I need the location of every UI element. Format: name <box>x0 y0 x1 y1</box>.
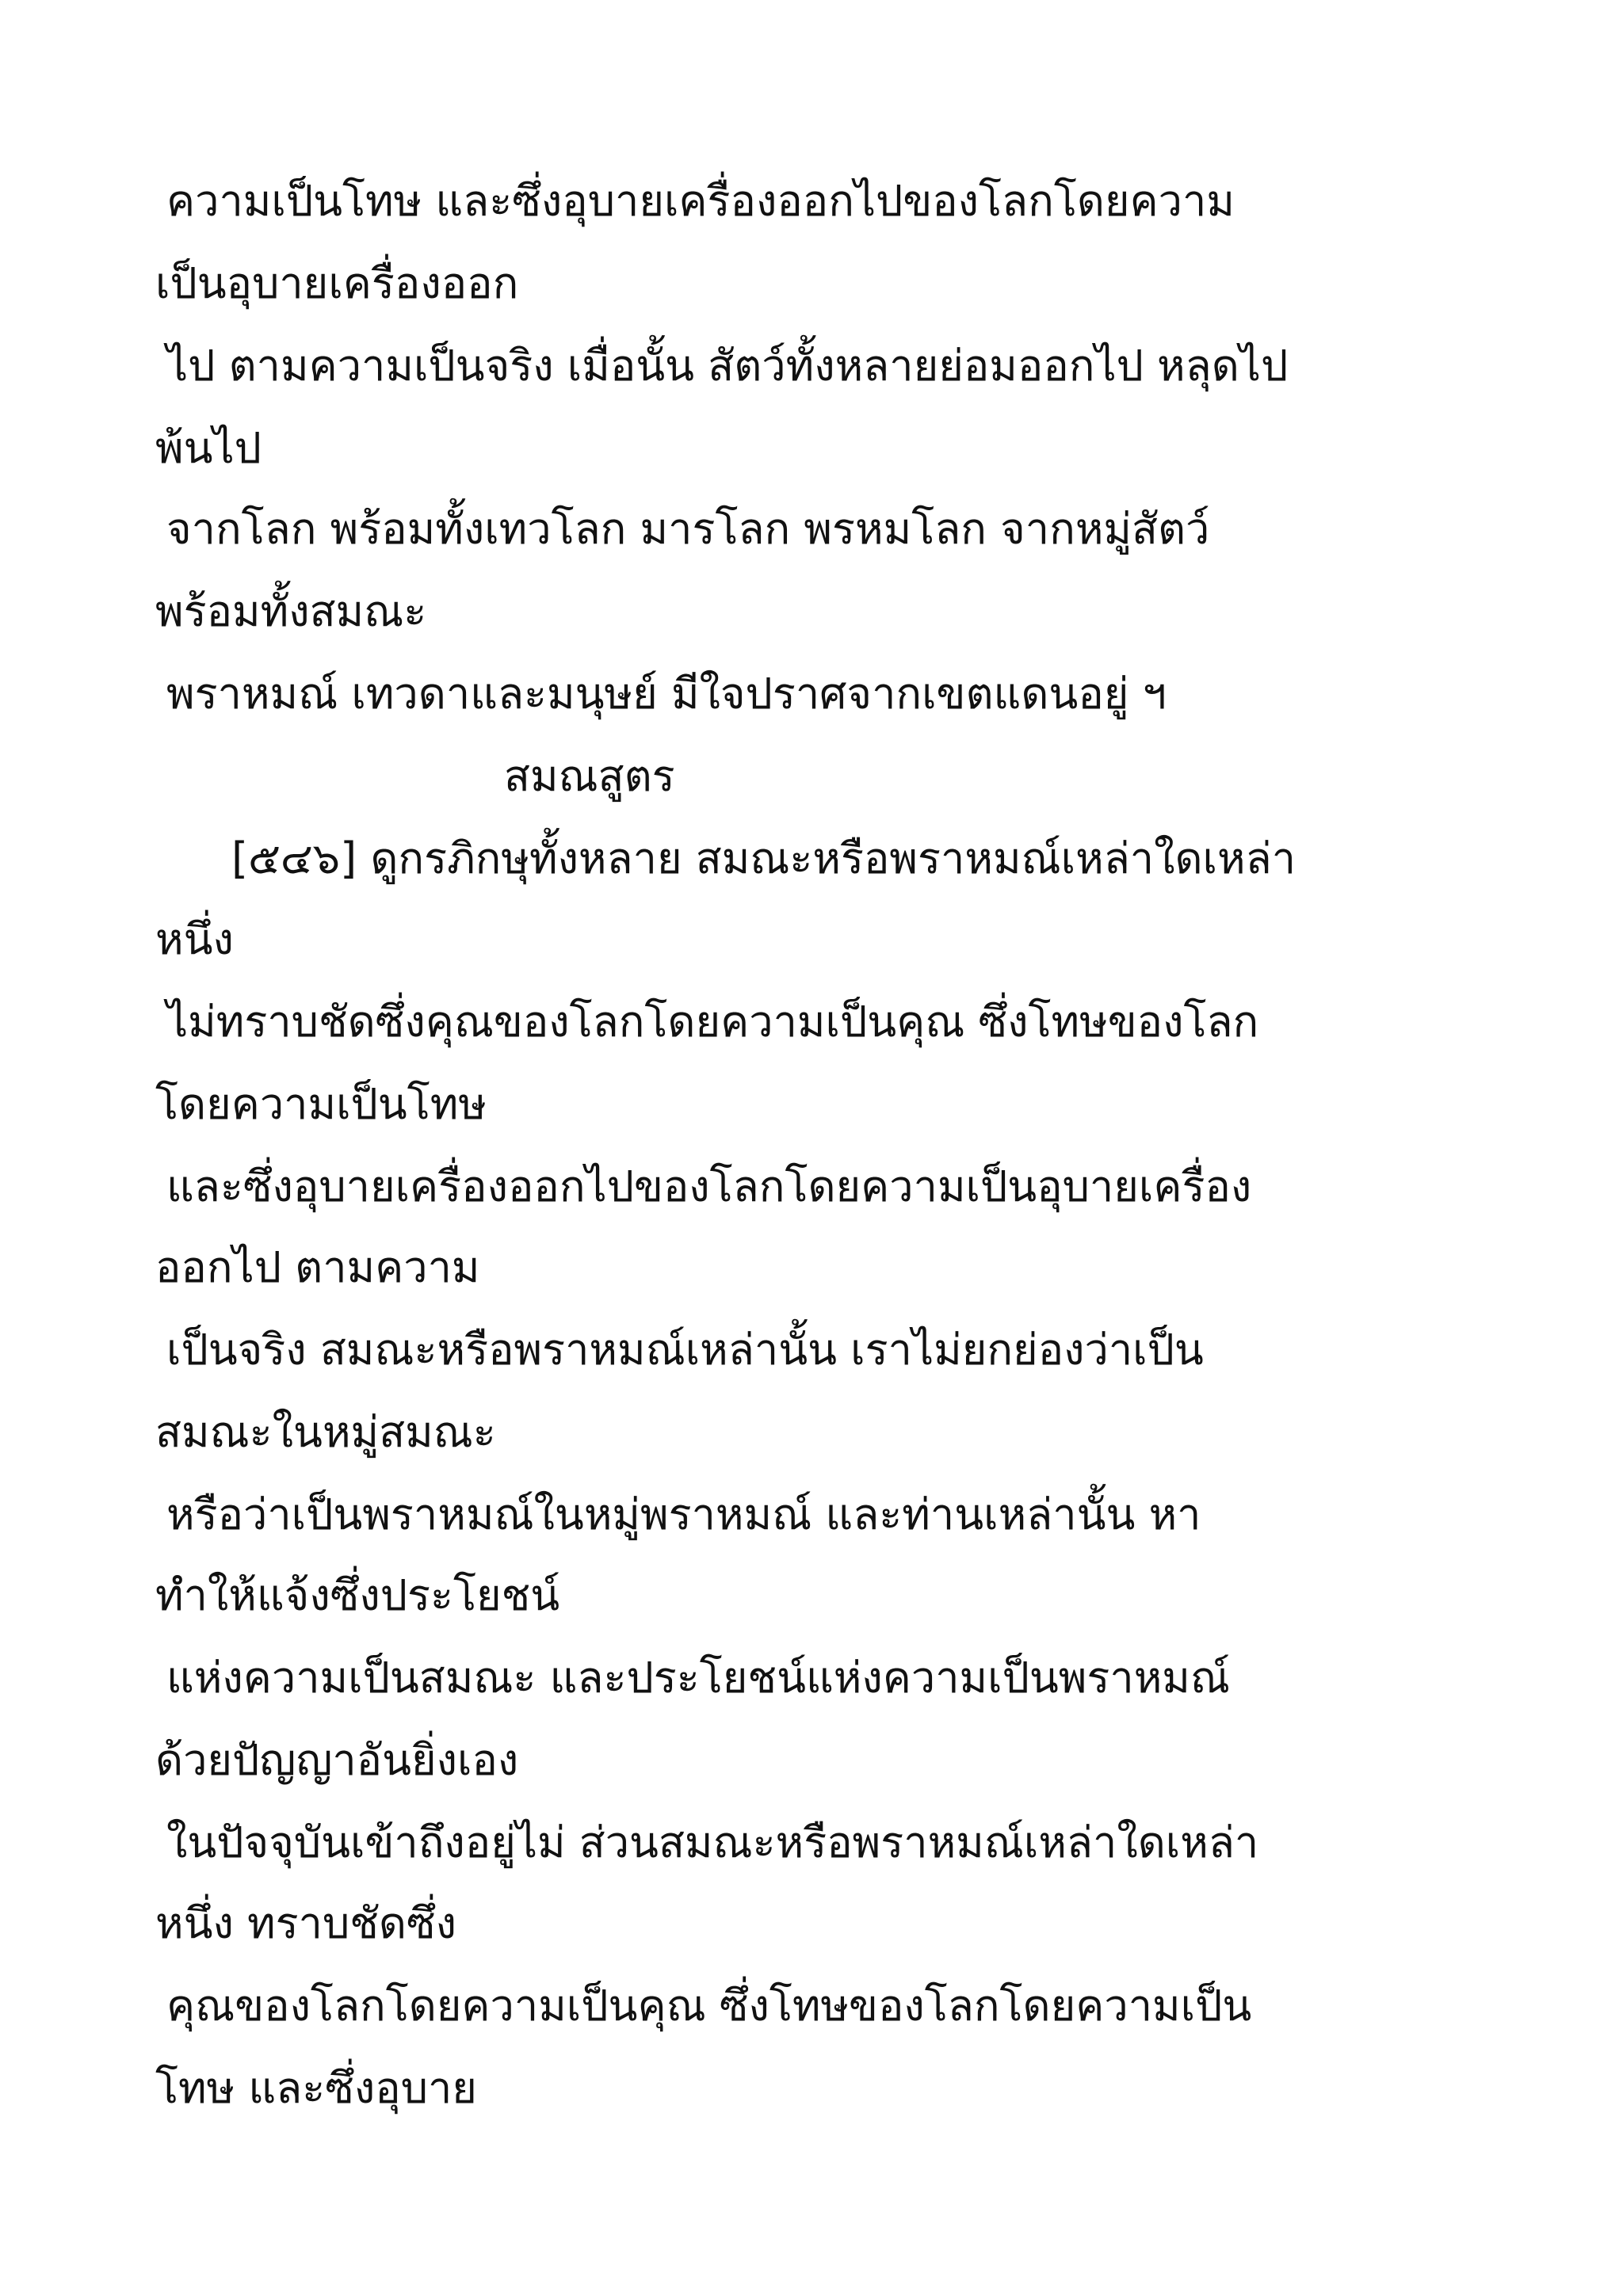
text-line: ทำให้แจ้งซึ่งประโยชน์ <box>155 1570 560 1620</box>
text-line: โทษ และซึ่งอุบาย <box>155 2063 477 2113</box>
section-heading: สมณสูตร <box>504 751 675 801</box>
text-line: โดยความเป็นโทษ <box>155 1079 487 1129</box>
text-line: พราหมณ์ เทวดาและมนุษย์ มีใจปราศจากเขตแดนอยู่ ฯ <box>166 669 1167 719</box>
text-line: เป็นอุบายเครื่องออก <box>155 258 519 308</box>
text-line: และซึ่งอุบายเครื่องออกไปของโลกโดยความเป็นอุบายเครื่อง <box>166 1161 1252 1211</box>
text-line: หรือว่าเป็นพราหมณ์ในหมู่พราหมณ์ และท่านเหล่านั้น หา <box>166 1489 1201 1539</box>
text-line: ออกไป ตามความ <box>155 1242 480 1292</box>
text-line: สมณะในหมู่สมณะ <box>155 1407 496 1457</box>
text-line: พร้อมทั้งสมณะ <box>155 586 427 636</box>
text-line: หนึ่ง ทราบชัดซึ่ง <box>155 1898 456 1948</box>
text-line: แห่งความเป็นสมณะ และประโยชน์แห่งความเป็นพราหมณ์ <box>166 1653 1230 1703</box>
text-line: เป็นจริง สมณะหรือพราหมณ์เหล่านั้น เราไม่ยกย่องว่าเป็น <box>166 1325 1204 1375</box>
text-line: ไม่ทราบชัดซึ่งคุณของโลกโดยความเป็นคุณ ซึ่งโทษของโลก <box>166 997 1259 1047</box>
text-line: ในปัจจุบันเข้าถึงอยู่ไม่ ส่วนสมณะหรือพราหมณ์เหล่าใดเหล่า <box>166 1817 1259 1867</box>
text-line: [๕๔๖] ดูกรภิกษุทั้งหลาย สมณะหรือพราหมณ์เหล่าใดเหล่า <box>231 833 1296 883</box>
text-line: ด้วยปัญญาอันยิ่งเอง <box>155 1735 519 1785</box>
text-line: ไป ตามความเป็นจริง เมื่อนั้น สัตว์ทั้งหลายย่อมออกไป หลุดไป <box>166 341 1289 391</box>
text-line: คุณของโลกโดยความเป็นคุณ ซึ่งโทษของโลกโดยความเป็น <box>166 1981 1252 2031</box>
text-line: หนึ่ง <box>155 914 234 964</box>
text-line: ความเป็นโทษ และซึ่งอุบายเครื่องออกไปของโลกโดยความ <box>166 176 1235 226</box>
text-line: พ้นไป <box>155 423 262 473</box>
text-line: จากโลก พร้อมทั้งเทวโลก มารโลก พรหมโลก จากหมู่สัตว์ <box>166 504 1210 554</box>
